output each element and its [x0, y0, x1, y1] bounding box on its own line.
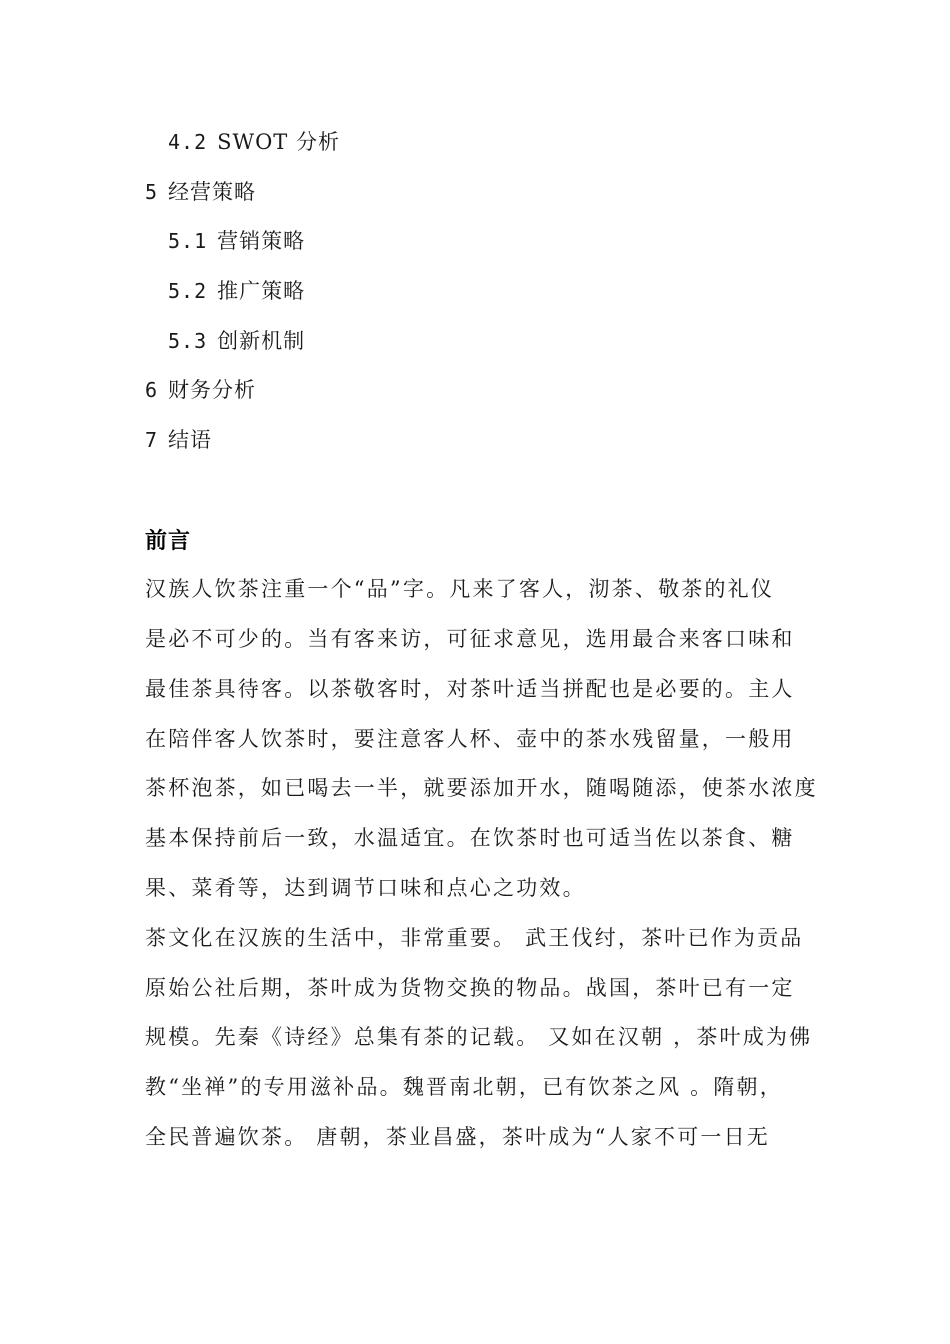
toc-label: 财务分析 — [168, 378, 257, 402]
toc-number: 5.2 — [168, 279, 208, 303]
toc-item-5-3[interactable] — [168, 327, 305, 355]
toc-item-5-2[interactable] — [168, 277, 305, 305]
paragraph-line: 果、菜肴等，达到调节口味和点心之功效。 — [145, 876, 586, 900]
paragraph-line: 茶文化在汉族的生活中，非常重要。 武王伐纣，茶叶已作为贡品 — [145, 926, 804, 950]
toc-label: 经营策略 — [168, 180, 257, 204]
toc-item-6[interactable] — [145, 376, 256, 404]
toc-item-4-2[interactable] — [168, 128, 340, 156]
toc-item-5[interactable] — [145, 178, 256, 206]
toc-number: 5.1 — [168, 229, 208, 253]
toc-number: 5.3 — [168, 329, 208, 353]
preface-heading: 前言 — [145, 528, 192, 554]
paragraph-line: 原始公社后期，茶叶成为货物交换的物品。战国，茶叶已有一定 — [145, 976, 795, 1000]
toc-label: 营销策略 — [217, 229, 306, 253]
paragraph-line: 茶杯泡茶，如已喝去一半，就要添加开水，随喝随添，使茶水浓度 — [145, 776, 818, 800]
paragraph-line: 教“坐禅”的专用滋补品。魏晋南北朝，已有饮茶之风 。隋朝， — [145, 1075, 783, 1099]
paragraph-line: 全民普遍饮茶。 唐朝，茶业昌盛，茶叶成为“人家不可一日无 — [145, 1125, 771, 1149]
toc-label: SWOT 分析 — [217, 130, 340, 154]
toc-item-7[interactable] — [145, 426, 212, 454]
toc-number: 5 — [145, 180, 159, 204]
toc-label: 创新机制 — [217, 329, 306, 353]
toc-label: 推广策略 — [217, 279, 306, 303]
toc-number: 7 — [145, 428, 159, 452]
paragraph-line: 最佳茶具待客。以茶敬客时，对茶叶适当拼配也是必要的。主人 — [145, 677, 795, 701]
toc-number: 6 — [145, 378, 159, 402]
paragraph-line: 在陪伴客人饮茶时，要注意客人杯、壶中的茶水残留量，一般用 — [145, 727, 795, 751]
toc-number: 4.2 — [168, 130, 208, 154]
paragraph-line: 基本保持前后一致，水温适宜。在饮茶时也可适当佐以茶食、糖 — [145, 826, 795, 850]
toc-label: 结语 — [168, 428, 213, 452]
toc-item-5-1[interactable] — [168, 227, 305, 255]
paragraph-line: 规模。先秦《诗经》总集有茶的记载。 又如在汉朝 ，茶叶成为佛 — [145, 1025, 813, 1049]
paragraph-line: 汉族人饮茶注重一个“品”字。凡来了客人，沏茶、敬茶的礼仪 — [145, 577, 775, 601]
paragraph-line: 是必不可少的。当有客来访，可征求意见，选用最合来客口味和 — [145, 627, 795, 651]
